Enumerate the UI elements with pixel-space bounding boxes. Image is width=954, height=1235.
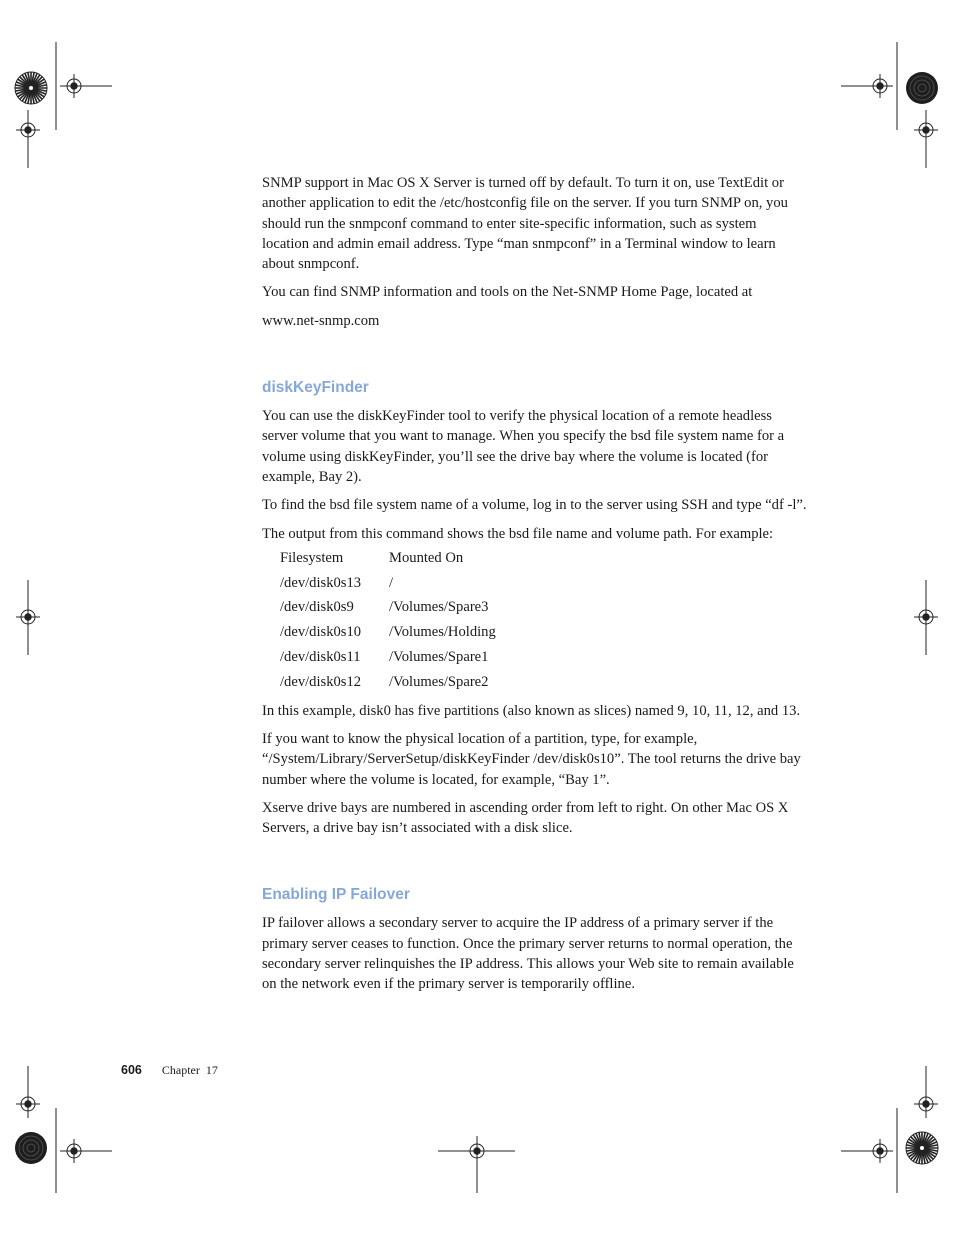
registration-mark-icon [62,1139,86,1163]
table-cell: /dev/disk0s12 [280,673,362,690]
page-number: 606 [121,1063,142,1077]
diskkeyfinder-output: The output from this command shows the bsd file name and volume path. For example: [262,525,774,542]
registration-mark-icon [914,1092,938,1116]
page-footer [121,1063,218,1078]
target-mark-icon [906,72,938,104]
table-header-row [280,548,807,573]
table-cell: /Volumes/Spare1 [389,649,489,666]
table-cell: /Volumes/Holding [389,624,496,641]
registration-mark-icon [868,1139,892,1163]
registration-mark-icon [914,605,938,629]
section-heading-diskkeyfinder: diskKeyFinder [262,379,369,397]
registration-mark-icon [16,1092,40,1116]
registration-mark-icon [914,118,938,142]
diskkeyfinder-bsd-name: To find the bsd file system name of a volume, log in to the server using SSH and type “df -l”. [262,497,807,514]
registration-mark-icon [16,605,40,629]
snmp-paragraph: SNMP support in Mac OS X Server is turned off by default. To turn it on, use TextEdit or another application to edit the /etc/hostconfig file on the server. If you turn SNMP on, you should run the snmpconf command to enter site-specific information, such as system location and admin email address. Type “man snmpconf” in a Terminal window to learn about snmpconf. [262,175,788,273]
filesystem-table [280,548,807,697]
page-content [262,173,807,1003]
diskkeyfinder-intro: You can use the diskKeyFinder tool to verify the physical location of a remote headless server volume that you want to manage. When you specify the bsd file system name for a volume using diskKeyFinder, you’ll see the drive bay where the volume is located (for example, Bay 2). [262,408,785,485]
section-heading-ip-failover: Enabling IP Failover [262,886,410,904]
target-mark-icon [15,1132,47,1164]
ip-failover-paragraph: IP failover allows a secondary server to acquire the IP address of a primary server if the primary server ceases to function. Once the primary server returns to normal operation, the secondary server relinquishes the IP address. This allows your Web site to remain available on the network even if the primary server is temporarily offline. [262,915,794,993]
table-cell: /Volumes/Spare3 [389,599,489,616]
registration-mark-icon [62,74,86,98]
starburst-mark-icon [906,1132,938,1164]
table-row [280,647,807,672]
partition-example: In this example, disk0 has five partitions (also known as slices) named 9, 10, 11, 12, and 13. [262,702,801,719]
physical-location-paragraph: If you want to know the physical location of a partition, type, for example, “/System/Library/ServerSetup/diskKeyFinder /dev/disk0s10”. The tool returns the drive bay number where the volume is located, for example, “Bay 1”. [262,730,801,788]
chapter-label: Chapter 17 [161,1063,218,1077]
table-row [280,622,807,647]
table-cell: /Volumes/Spare2 [389,673,489,690]
table-row [280,573,807,598]
table-cell: /dev/disk0s13 [280,574,362,591]
table-header: Filesystem [280,549,344,566]
snmp-url: www.net-snmp.com [262,312,380,329]
table-cell: / [389,574,394,591]
table-row [280,672,807,697]
table-cell: /dev/disk0s9 [280,599,354,616]
starburst-mark-icon [15,72,47,104]
registration-mark-icon [465,1139,489,1163]
table-cell: /dev/disk0s11 [280,649,361,666]
registration-mark-icon [868,74,892,98]
registration-mark-icon [16,118,40,142]
table-row [280,597,807,622]
snmp-tools-paragraph: You can find SNMP information and tools on the Net-SNMP Home Page, located at [262,284,753,301]
table-header: Mounted On [389,549,464,566]
drive-bay-paragraph: Xserve drive bays are numbered in ascending order from left to right. On other Mac OS X Servers, a drive bay isn’t associated with a disk slice. [262,799,789,837]
table-cell: /dev/disk0s10 [280,624,362,641]
